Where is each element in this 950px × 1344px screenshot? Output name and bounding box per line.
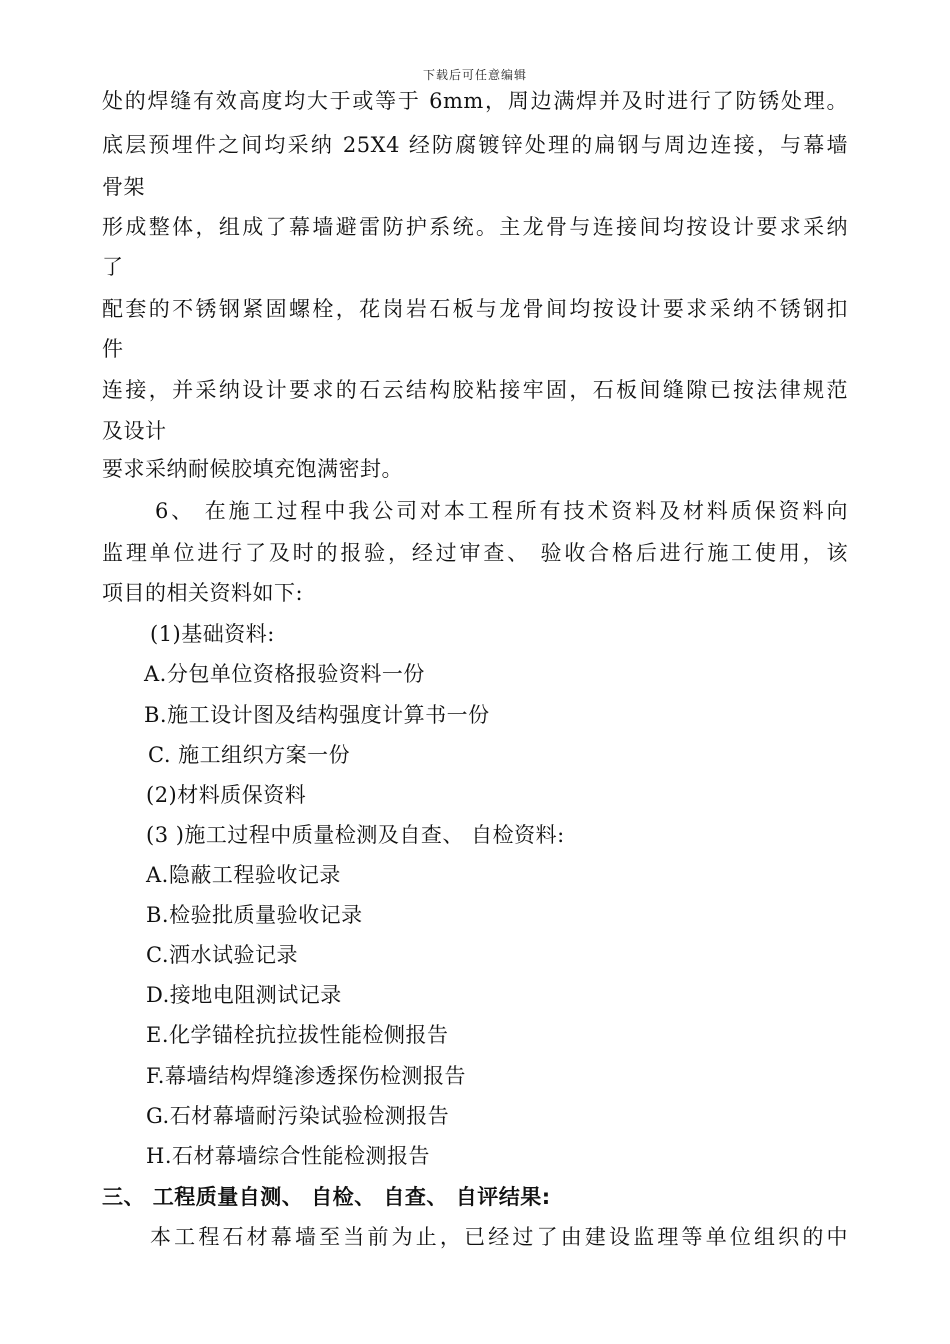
list-item: E.化学锚栓抗拉拔性能检侧报告 [146, 1023, 449, 1047]
paragraph-line: 项目的相关资料如下: [102, 581, 304, 605]
list-item: H.石材幕墙综合性能检测报告 [146, 1144, 430, 1168]
section-title: (3 )施工过程中质量检测及自查、 自检资料: [146, 823, 565, 847]
section-title: (1)基础资料: [150, 622, 275, 646]
paragraph-line: 底层预埋件之间均采纳 25X4 经防腐镀锌处理的扁钢与周边连接，与幕墙 [102, 133, 848, 157]
paragraph-line: 本工程石材幕墙至当前为止，已经过了由建设监理等单位组织的中 [150, 1225, 848, 1249]
section-heading: 三、 工程质量自测、 自检、 自查、 自评结果: [102, 1185, 551, 1209]
list-item: A.隐蔽工程验收记录 [146, 863, 341, 887]
list-item: C.洒水试验记录 [146, 943, 298, 967]
list-item: B.检验批质量验收记录 [146, 903, 363, 927]
section-title: (2)材料质保资料 [146, 783, 307, 807]
paragraph-line: 及设计 [102, 419, 167, 443]
paragraph-line: 形成整体，组成了幕墙避雷防护系统。主龙骨与连接间均按设计要求采纳 [102, 215, 848, 239]
paragraph-line: 6、 在施工过程中我公司对本工程所有技术资料及材料质保资料向 [155, 499, 848, 523]
paragraph-line: 处的焊缝有效高度均大于或等于 6mm，周边满焊并及时进行了防锈处理。 [102, 89, 848, 113]
paragraph-line: 件 [102, 337, 124, 361]
paragraph-line: 配套的不锈钢紧固螺栓，花岗岩石板与龙骨间均按设计要求采纳不锈钢扣 [102, 297, 848, 321]
paragraph-line: 监理单位进行了及时的报验，经过审查、 验收合格后进行施工使用，该 [102, 541, 848, 565]
list-item: A.分包单位资格报验资料一份 [144, 662, 425, 686]
page-header-note: 下载后可任意编辑 [422, 68, 527, 82]
paragraph-line: 要求采纳耐候胶填充饱满密封。 [102, 457, 403, 481]
paragraph-line: 连接，并采纳设计要求的石云结构胶粘接牢固，石板间缝隙已按法律规范 [102, 378, 848, 402]
list-item: F.幕墙结构焊缝渗透探伤检测报告 [146, 1064, 466, 1088]
list-item: C. 施工组织方案一份 [148, 743, 351, 767]
list-item: B.施工设计图及结构强度计算书一份 [144, 703, 490, 727]
list-item: D.接地电阻测试记录 [146, 983, 342, 1007]
paragraph-line: 骨架 [102, 175, 145, 199]
paragraph-line: 了 [102, 255, 124, 279]
list-item: G.石材幕墙耐污染试验检测报告 [146, 1104, 450, 1128]
